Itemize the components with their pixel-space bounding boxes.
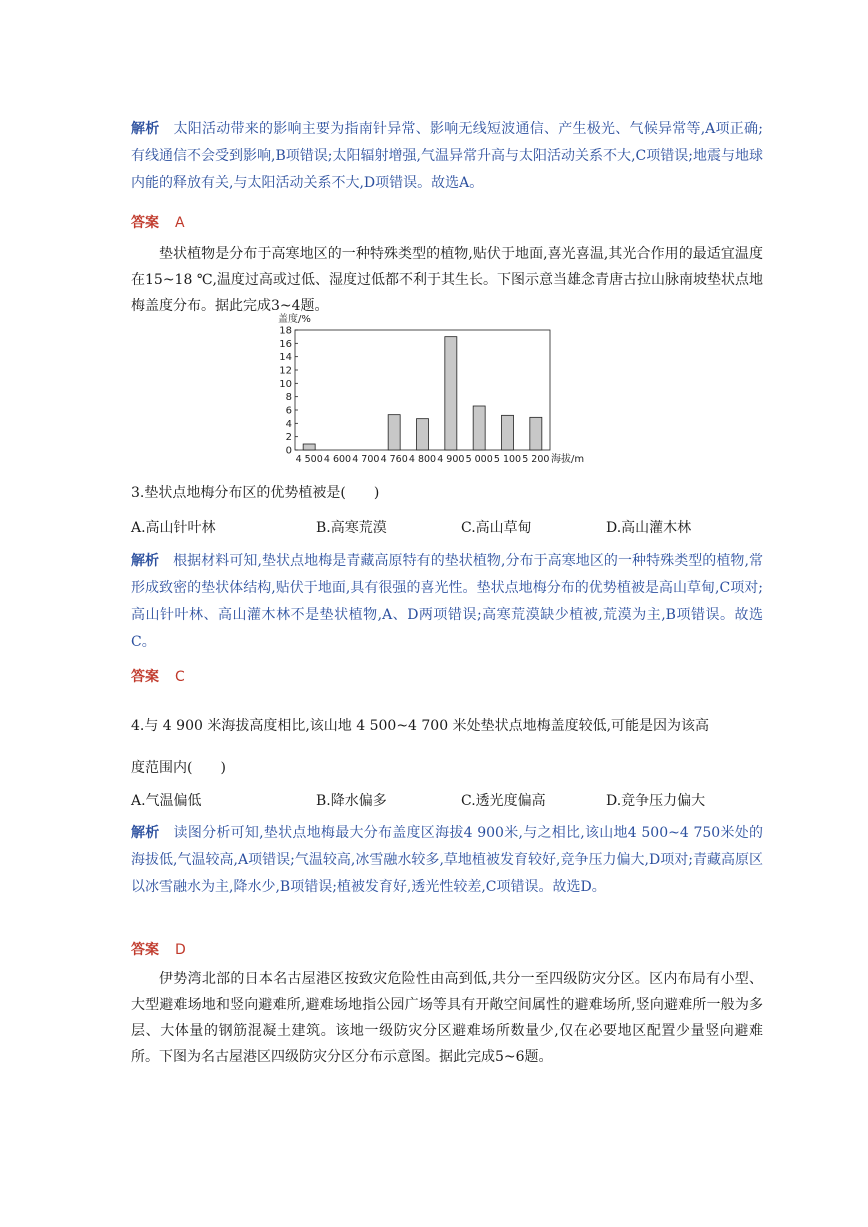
answer-label: 答案 (131, 669, 159, 685)
y-tick-label: 16 (279, 338, 292, 350)
q3-option-d[interactable]: D.高山灌木林 (606, 520, 692, 536)
explanation-1 (131, 116, 763, 197)
question-3-stem: 3.垫状点地梅分布区的优势植被是( ) (131, 485, 380, 501)
q4-option-d[interactable]: D.竞争压力偏大 (606, 793, 706, 809)
passage-1: 垫状植物是分布于高寒地区的一种特殊类型的植物,贴伏于地面,喜光喜温,其光合作用的最适宜温度在15~18 ℃,温度过高或过低、湿度过低都不利于其生长。下图示意当雄念青唐古拉山脉南坡垫状点地梅盖度分布。据此完成3~4题。 (131, 246, 763, 314)
q3-option-c[interactable]: C.高山草甸 (461, 520, 532, 536)
x-tick-label: 5 200 (522, 454, 550, 465)
y-tick-label: 2 (285, 432, 292, 444)
bar-5000 (473, 406, 485, 450)
chart-xlabel: 海拔/m (551, 454, 585, 465)
explanation-label: 解析 (131, 121, 160, 137)
x-tick-label: 4 760 (380, 454, 408, 465)
bar-4800 (417, 419, 429, 450)
y-tick-label: 18 (279, 325, 292, 337)
answer-label: 答案 (131, 215, 159, 231)
answer-1-value: A (175, 215, 185, 231)
y-tick-label: 12 (279, 365, 292, 377)
explanation-3-text: 根据材料可知,垫状点地梅是青藏高原特有的垫状植物,分布于高寒地区的一种特殊类型的植物,常形成致密的垫状体结构,贴伏于地面,具有很强的喜光性。垫状点地梅分布的优势植被是高山草甸,C项对;高山针叶林、高山灌木林不是垫状植物,A、D两项错误;高寒荒漠缺少植被,荒漠为主,B项错误。故选C。 (131, 553, 763, 650)
bar-5100 (502, 415, 514, 450)
bar-4900 (445, 337, 457, 450)
y-tick-label: 8 (285, 392, 292, 404)
x-tick-label: 4 900 (437, 454, 465, 465)
y-tick-label: 14 (279, 352, 292, 364)
explanation-4 (131, 820, 763, 901)
passage-2: 伊势湾北部的日本名古屋港区按致灾危险性由高到低,共分一至四级防灾分区。区内布局有小型、大型避难场地和竖向避难所,避难场地指公园广场等具有开敞空间属性的避难场所,竖向避难所一般为多层、大体量的钢筋混凝土建筑。该地一级防灾分区避难场所数量少,仅在必要地区配置少量竖向避难所。下图为名古屋港区四级防灾分区分布示意图。据此完成5~6题。 (131, 971, 763, 1065)
explanation-label: 解析 (131, 553, 160, 569)
bar-4760 (388, 415, 400, 450)
q3-option-a[interactable]: A.高山针叶林 (131, 520, 216, 536)
y-tick-label: 0 (285, 445, 292, 457)
y-tick-label: 6 (285, 405, 292, 417)
explanation-label: 解析 (131, 825, 160, 841)
question-4-stem-line2: 度范围内( ) (131, 760, 226, 776)
answer-4 (131, 939, 763, 959)
y-tick-label: 10 (279, 378, 292, 390)
bar-5200 (530, 417, 542, 450)
coverage-bar-chart (270, 308, 600, 468)
q4-option-a[interactable]: A.气温偏低 (131, 793, 202, 809)
x-tick-label: 4 500 (295, 454, 323, 465)
q4-option-c[interactable]: C.透光度偏高 (461, 793, 546, 809)
explanation-3 (131, 548, 763, 656)
x-tick-label: 4 600 (323, 454, 352, 465)
x-tick-label: 5 000 (465, 454, 493, 465)
chart-ylabel: 盖度/% (278, 314, 311, 325)
answer-1 (131, 212, 763, 232)
y-tick-label: 4 (285, 418, 292, 430)
bar-4500 (303, 444, 315, 450)
question-4-stem-line1: 4.与 4 900 米海拔高度相比,该山地 4 500~4 700 米处垫状点地梅盖度较低,可能是因为该高 (131, 718, 710, 734)
q4-option-b[interactable]: B.降水偏多 (316, 793, 387, 809)
answer-3 (131, 666, 763, 686)
x-axis-ticks (296, 454, 550, 465)
explanation-4-text: 读图分析可知,垫状点地梅最大分布盖度区海拔4 900米,与之相比,该山地4 500~4 750米处的海拔低,气温较高,A项错误;气温较高,冰雪融水较多,草地植被发育较好,竞争压力偏大,D项对;青藏高原区以冰雪融水为主,降水少,B项错误;植被发育好,透光性较差,C项错误。故选D。 (131, 825, 764, 895)
answer-3-value: C (175, 669, 185, 685)
q3-option-b[interactable]: B.高寒荒漠 (316, 520, 387, 536)
answer-label: 答案 (131, 942, 159, 958)
explanation-1-text: 太阳活动带来的影响主要为指南针异常、影响无线短波通信、产生极光、气候异常等,A项正确;有线通信不会受到影响,B项错误;太阳辐射增强,气温异常升高与太阳活动关系不大,C项错误;地震与地球内能的释放有关,与太阳活动关系不大,D项错误。故选A。 (131, 121, 763, 191)
bars (303, 337, 542, 450)
x-tick-label: 4 700 (352, 454, 380, 465)
x-tick-label: 5 100 (493, 454, 522, 465)
x-tick-label: 4 800 (408, 454, 437, 465)
answer-4-value: D (175, 942, 186, 958)
